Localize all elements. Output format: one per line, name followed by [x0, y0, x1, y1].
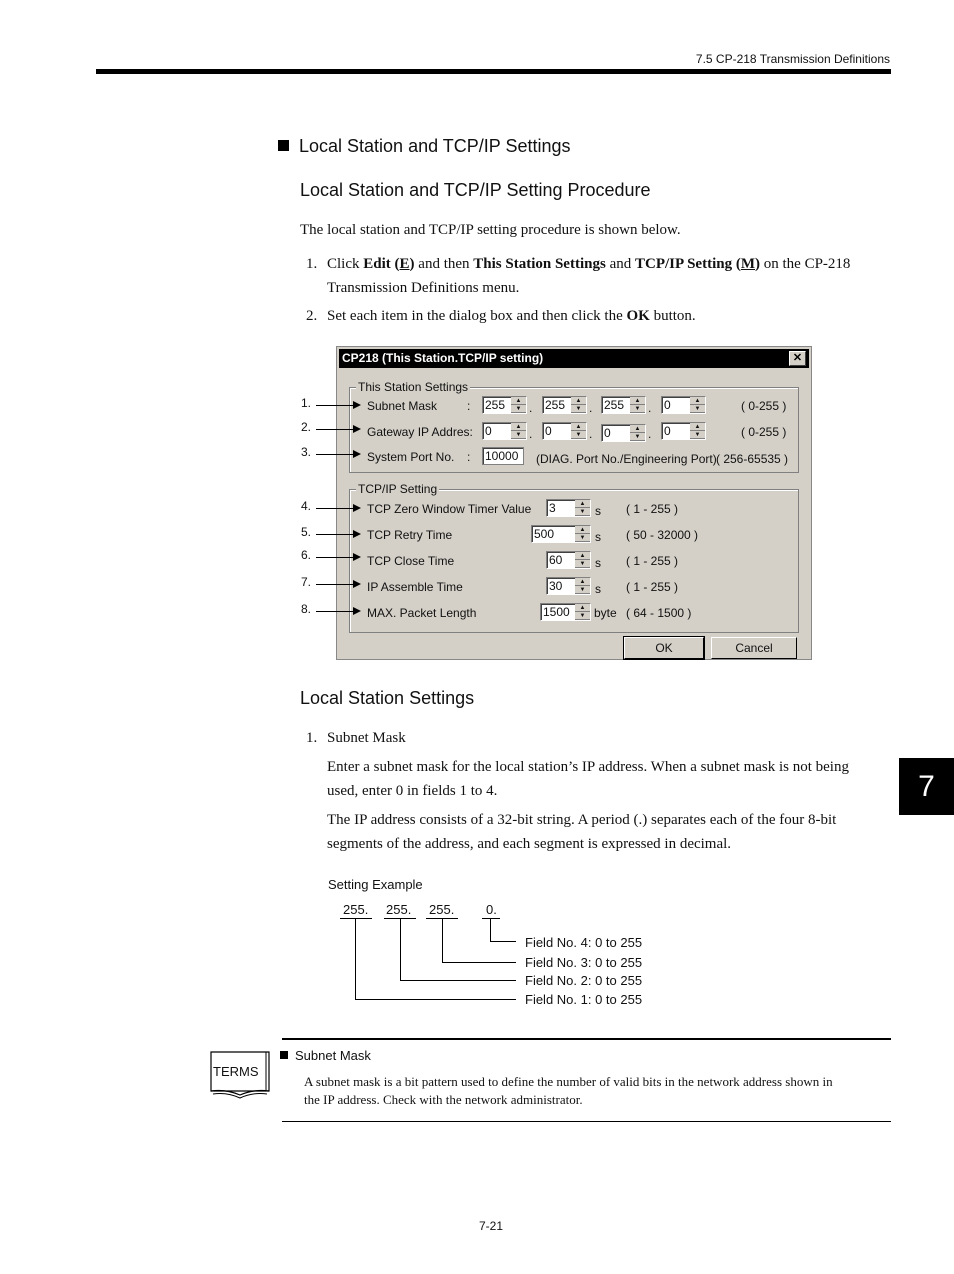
callout-2: 2.	[301, 420, 312, 434]
spinner-arrows-icon[interactable]: ▲ ▼	[575, 500, 590, 516]
gateway-label: Gateway IP Addres:	[367, 425, 473, 439]
step-1-number: 1.	[306, 256, 318, 272]
spinner-arrows-icon[interactable]: ▲ ▼	[571, 423, 586, 439]
spinner-arrows-icon[interactable]: ▲ ▼	[571, 397, 586, 413]
spinner-arrows-icon[interactable]: ▲ ▼	[630, 425, 645, 441]
step-2-number: 2.	[306, 308, 318, 324]
leader-3-v	[442, 918, 443, 963]
spinner-arrows-icon[interactable]: ▲ ▼	[575, 552, 590, 568]
spinner-arrows-icon[interactable]: ▲ ▼	[690, 423, 705, 439]
example-field-3: 255.	[429, 902, 455, 917]
square-bullet-icon	[278, 140, 289, 151]
terms-heading: Subnet Mask	[280, 1048, 371, 1063]
packet-length-range: ( 64 - 1500 )	[626, 606, 692, 620]
subsection-heading: Local Station and TCP/IP Setting Procedure	[300, 180, 651, 200]
packet-length-input[interactable]: 1500 ▲ ▼	[540, 603, 591, 621]
subnet-dot-3: .	[648, 401, 652, 415]
callout-arrow-6	[316, 557, 359, 558]
header-rule	[96, 69, 891, 74]
gateway-dot-3: .	[648, 427, 652, 441]
close-time-label: TCP Close Time	[367, 554, 455, 568]
example-field-4: 0.	[486, 902, 497, 917]
gateway-range: ( 0-255 )	[741, 425, 787, 439]
field-2-label: Field No. 2: 0 to 255	[525, 973, 643, 988]
step-2-text: Set each item in the dialog box and then click the OK button.	[327, 308, 696, 324]
terms-top-rule	[282, 1038, 891, 1040]
callout-arrow-8	[316, 611, 359, 612]
square-bullet-icon	[280, 1051, 288, 1059]
callout-arrow-4	[316, 508, 359, 509]
subnet-field-3[interactable]: 255 ▲ ▼	[601, 396, 646, 414]
item-1-title: Subnet Mask	[327, 730, 406, 746]
callout-4: 4.	[301, 499, 312, 513]
spinner-arrows-icon[interactable]: ▲ ▼	[630, 397, 645, 413]
subnet-mask-label: Subnet Mask	[367, 399, 438, 413]
subnet-field-4[interactable]: 0 ▲ ▼	[661, 396, 706, 414]
retry-time-input[interactable]: 500 ▲ ▼	[531, 525, 591, 543]
retry-time-unit: s	[595, 530, 601, 544]
leader-2-v	[400, 918, 401, 981]
callout-arrow-7	[316, 584, 359, 585]
spinner-arrows-icon[interactable]: ▲ ▼	[575, 578, 590, 594]
callout-7: 7.	[301, 575, 312, 589]
zero-window-input[interactable]: 3 ▲ ▼	[546, 499, 591, 517]
subnet-dot-1: .	[529, 401, 533, 415]
ok-button[interactable]: OK	[624, 637, 704, 659]
leader-4-h	[490, 941, 516, 942]
packet-length-label: MAX. Packet Length	[367, 606, 477, 620]
gateway-field-3[interactable]: 0 ▲ ▼	[601, 424, 646, 442]
spinner-arrows-icon[interactable]: ▲ ▼	[575, 604, 590, 620]
retry-time-label: TCP Retry Time	[367, 528, 453, 542]
local-settings-heading: Local Station Settings	[300, 688, 475, 708]
setting-example-title: Setting Example	[328, 877, 423, 892]
assemble-time-label: IP Assemble Time	[367, 580, 463, 594]
subnet-paragraph-1: Enter a subnet mask for the local station’s IP address. When a subnet mask is not being used, enter 0 in fields 1 to 4.	[327, 759, 849, 799]
port-colon: :	[467, 450, 471, 464]
callout-1: 1.	[301, 396, 312, 410]
spinner-arrows-icon[interactable]: ▲ ▼	[575, 526, 590, 542]
this-station-group-label: This Station Settings	[358, 380, 469, 394]
leader-1-v	[355, 918, 356, 1000]
terms-definition: A subnet mask is a bit pattern used to define the number of valid bits in the network address shown in the IP address. Check with the network administrator.	[304, 1074, 833, 1107]
zero-window-label: TCP Zero Window Timer Value	[367, 502, 532, 516]
subnet-colon: :	[467, 399, 471, 413]
callout-arrow-3	[316, 454, 359, 455]
subnet-paragraph-2: The IP address consists of a 32-bit string. A period (.) separates each of the four 8-bit segments of the address, and each segment is expressed in decimal.	[327, 812, 837, 852]
running-header: 7.5 CP-218 Transmission Definitions	[695, 52, 890, 66]
close-time-unit: s	[595, 556, 601, 570]
callout-3: 3.	[301, 445, 312, 459]
system-port-input[interactable]: 10000	[482, 447, 524, 465]
gateway-dot-1: .	[529, 427, 533, 441]
spinner-arrows-icon[interactable]: ▲ ▼	[690, 397, 705, 413]
close-time-range: ( 1 - 255 )	[626, 554, 679, 568]
gateway-field-1[interactable]: 0 ▲ ▼	[482, 422, 527, 440]
zero-window-unit: s	[595, 504, 601, 518]
spinner-arrows-icon[interactable]: ▲ ▼	[511, 423, 526, 439]
subnet-field-2[interactable]: 255 ▲ ▼	[542, 396, 587, 414]
leader-4-v	[490, 918, 491, 942]
example-field-1: 255.	[343, 902, 369, 917]
step-1-text: Click Edit (E) and then This Station Settings and TCP/IP Setting (M) on the CP-218 Transmission Definitions menu.	[327, 256, 851, 296]
callout-8: 8.	[301, 602, 312, 616]
port-label: System Port No.	[367, 450, 455, 464]
subnet-field-1[interactable]: 255 ▲ ▼	[482, 396, 527, 414]
terms-icon-label: TERMS	[213, 1064, 259, 1079]
field-4-label: Field No. 4: 0 to 255	[525, 935, 643, 950]
leader-2-h	[400, 980, 516, 981]
gateway-field-2[interactable]: 0 ▲ ▼	[542, 422, 587, 440]
example-field-2: 255.	[386, 902, 412, 917]
chapter-tab: 7	[899, 758, 954, 815]
callout-arrow-2	[316, 429, 359, 430]
dialog-title-bar	[339, 349, 809, 368]
tcpip-group-label: TCP/IP Setting	[358, 482, 438, 496]
assemble-time-input[interactable]: 30 ▲ ▼	[546, 577, 591, 595]
page-number: 7-21	[479, 1219, 504, 1233]
callout-5: 5.	[301, 525, 312, 539]
callout-arrow-5	[316, 534, 359, 535]
leader-1-h	[355, 999, 516, 1000]
section-heading: Local Station and TCP/IP Settings	[278, 136, 571, 157]
close-icon[interactable]: ✕	[789, 351, 806, 366]
gateway-field-4[interactable]: 0 ▲ ▼	[661, 422, 706, 440]
field-1-label: Field No. 1: 0 to 255	[525, 992, 643, 1007]
assemble-time-range: ( 1 - 255 )	[626, 580, 679, 594]
cancel-button[interactable]: Cancel	[711, 637, 797, 659]
zero-window-range: ( 1 - 255 )	[626, 502, 679, 516]
leader-3-h	[442, 962, 516, 963]
close-time-input[interactable]: 60 ▲ ▼	[546, 551, 591, 569]
subnet-dot-2: .	[589, 401, 593, 415]
dialog-title: CP218 (This Station.TCP/IP setting)	[342, 351, 544, 365]
intro-paragraph: The local station and TCP/IP setting procedure is shown below.	[300, 222, 681, 238]
packet-length-unit: byte	[594, 606, 617, 620]
assemble-time-unit: s	[595, 582, 601, 596]
spinner-arrows-icon[interactable]: ▲ ▼	[511, 397, 526, 413]
field-underline-4	[482, 918, 500, 919]
subnet-range: ( 0-255 )	[741, 399, 787, 413]
port-note: (DIAG. Port No./Engineering Port)	[536, 452, 717, 466]
field-underline-1	[340, 918, 372, 919]
tcpip-settings-dialog	[336, 346, 812, 660]
terms-bottom-rule	[282, 1121, 891, 1122]
field-3-label: Field No. 3: 0 to 255	[525, 955, 643, 970]
callout-arrow-1	[316, 405, 359, 406]
gateway-dot-2: .	[589, 427, 593, 441]
retry-time-range: ( 50 - 32000 )	[626, 528, 699, 542]
port-range: ( 256-65535 )	[716, 452, 789, 466]
item-1-number: 1.	[306, 730, 318, 746]
callout-6: 6.	[301, 548, 312, 562]
